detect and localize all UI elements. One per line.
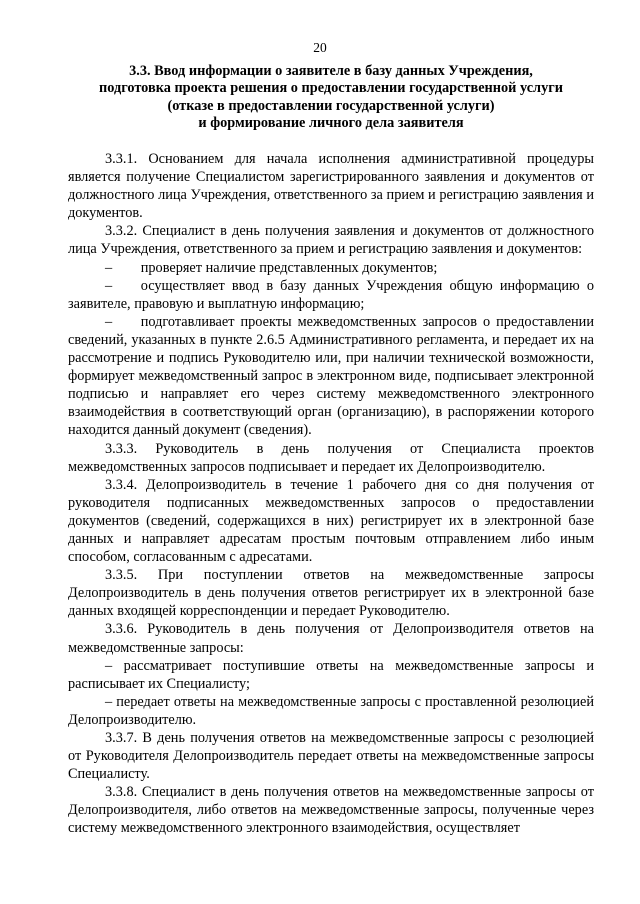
paragraph-3-3-6: 3.3.6. Руководитель в день получения от Делопроизводителя ответов на межведомственные запросы:: [68, 621, 594, 656]
page-number: 20: [313, 40, 327, 55]
paragraph-3-3-2: 3.3.2. Специалист в день получения заявления и документов от должностного лица Учреждения, ответственного за прием и регистрацию заявления и документов:: [68, 223, 594, 258]
paragraph-3-3-1: 3.3.1. Основанием для начала исполнения административной процедуры является получение Специалистом зарегистрированного заявления и документов от должностного лица Учреждения, ответственного за прием и регистрацию заявления и документов.: [68, 151, 594, 222]
paragraph-3-3-4: 3.3.4. Делопроизводитель в течение 1 рабочего дня со дня получения от руководителя подписанных межведомственных запросов о предоставлении документов (сведений, содержащихся в них) регистрирует их в электронной базе данных и направляет адресатам простым почтовым отправлением либо иным способом, согласованным с адресатами.: [68, 476, 594, 566]
list-item-check-documents: – проверяет наличие представленных документов;: [105, 259, 438, 276]
paragraph-3-3-7: 3.3.7. В день получения ответов на межведомственные запросы с резолюцией от Руководителя Делопроизводитель передает ответы на межведомственные запросы Специалисту.: [68, 730, 594, 783]
paragraph-3-3-5: 3.3.5. При поступлении ответов на межведомственные запросы Делопроизводитель в день получения ответов регистрирует их в электронной базе данных входящей корреспонденции и передает Руководителю.: [68, 567, 594, 620]
heading-line-4: и формирование личного дела заявителя: [198, 115, 464, 132]
paragraph-3-3-3: 3.3.3. Руководитель в день получения от Специалиста проектов межведомственных запросов подписывает и передает их Делопроизводителю.: [68, 440, 594, 475]
list-item-enter-data: – осуществляет ввод в базу данных Учреждения общую информацию о заявителе, правовую и выплатную информацию;: [68, 277, 594, 312]
heading-line-1: 3.3. Ввод информации о заявителе в базу данных Учреждения,: [129, 63, 533, 79]
list-item-prepare-requests: – подготавливает проекты межведомственных запросов о предоставлении сведений, указанных в пункте 2.6.5 Административного регламента, и передает их на рассмотрение и подпись Руководителю или, при наличии технической возможности, формирует межведомственный запрос в электронном виде, подписывает электронной подписью и направляет его через систему межведомственного электронного взаимодействия в соответствующий орган (организацию), в распоряжении которого находится данный документ (сведения).: [68, 313, 594, 439]
list-item-review-answers: – рассматривает поступившие ответы на межведомственные запросы и расписывает их Специалисту;: [68, 657, 594, 692]
list-item-pass-answers: – передает ответы на межведомственные запросы с проставленной резолюцией Делопроизводителю.: [68, 693, 594, 728]
document-body: [68, 150, 594, 838]
section-heading: [68, 63, 594, 133]
heading-line-2: подготовка проекта решения о предоставлении государственной услуги: [99, 80, 563, 97]
heading-line-3: (отказе в предоставлении государственной услуги): [167, 97, 495, 114]
paragraph-3-3-8: 3.3.8. Специалист в день получения ответов на межведомственные запросы от Делопроизводителя, либо ответов на межведомственные запросы, полученные через систему межведомственного электронного взаимодействия, осуществляет: [68, 784, 594, 837]
